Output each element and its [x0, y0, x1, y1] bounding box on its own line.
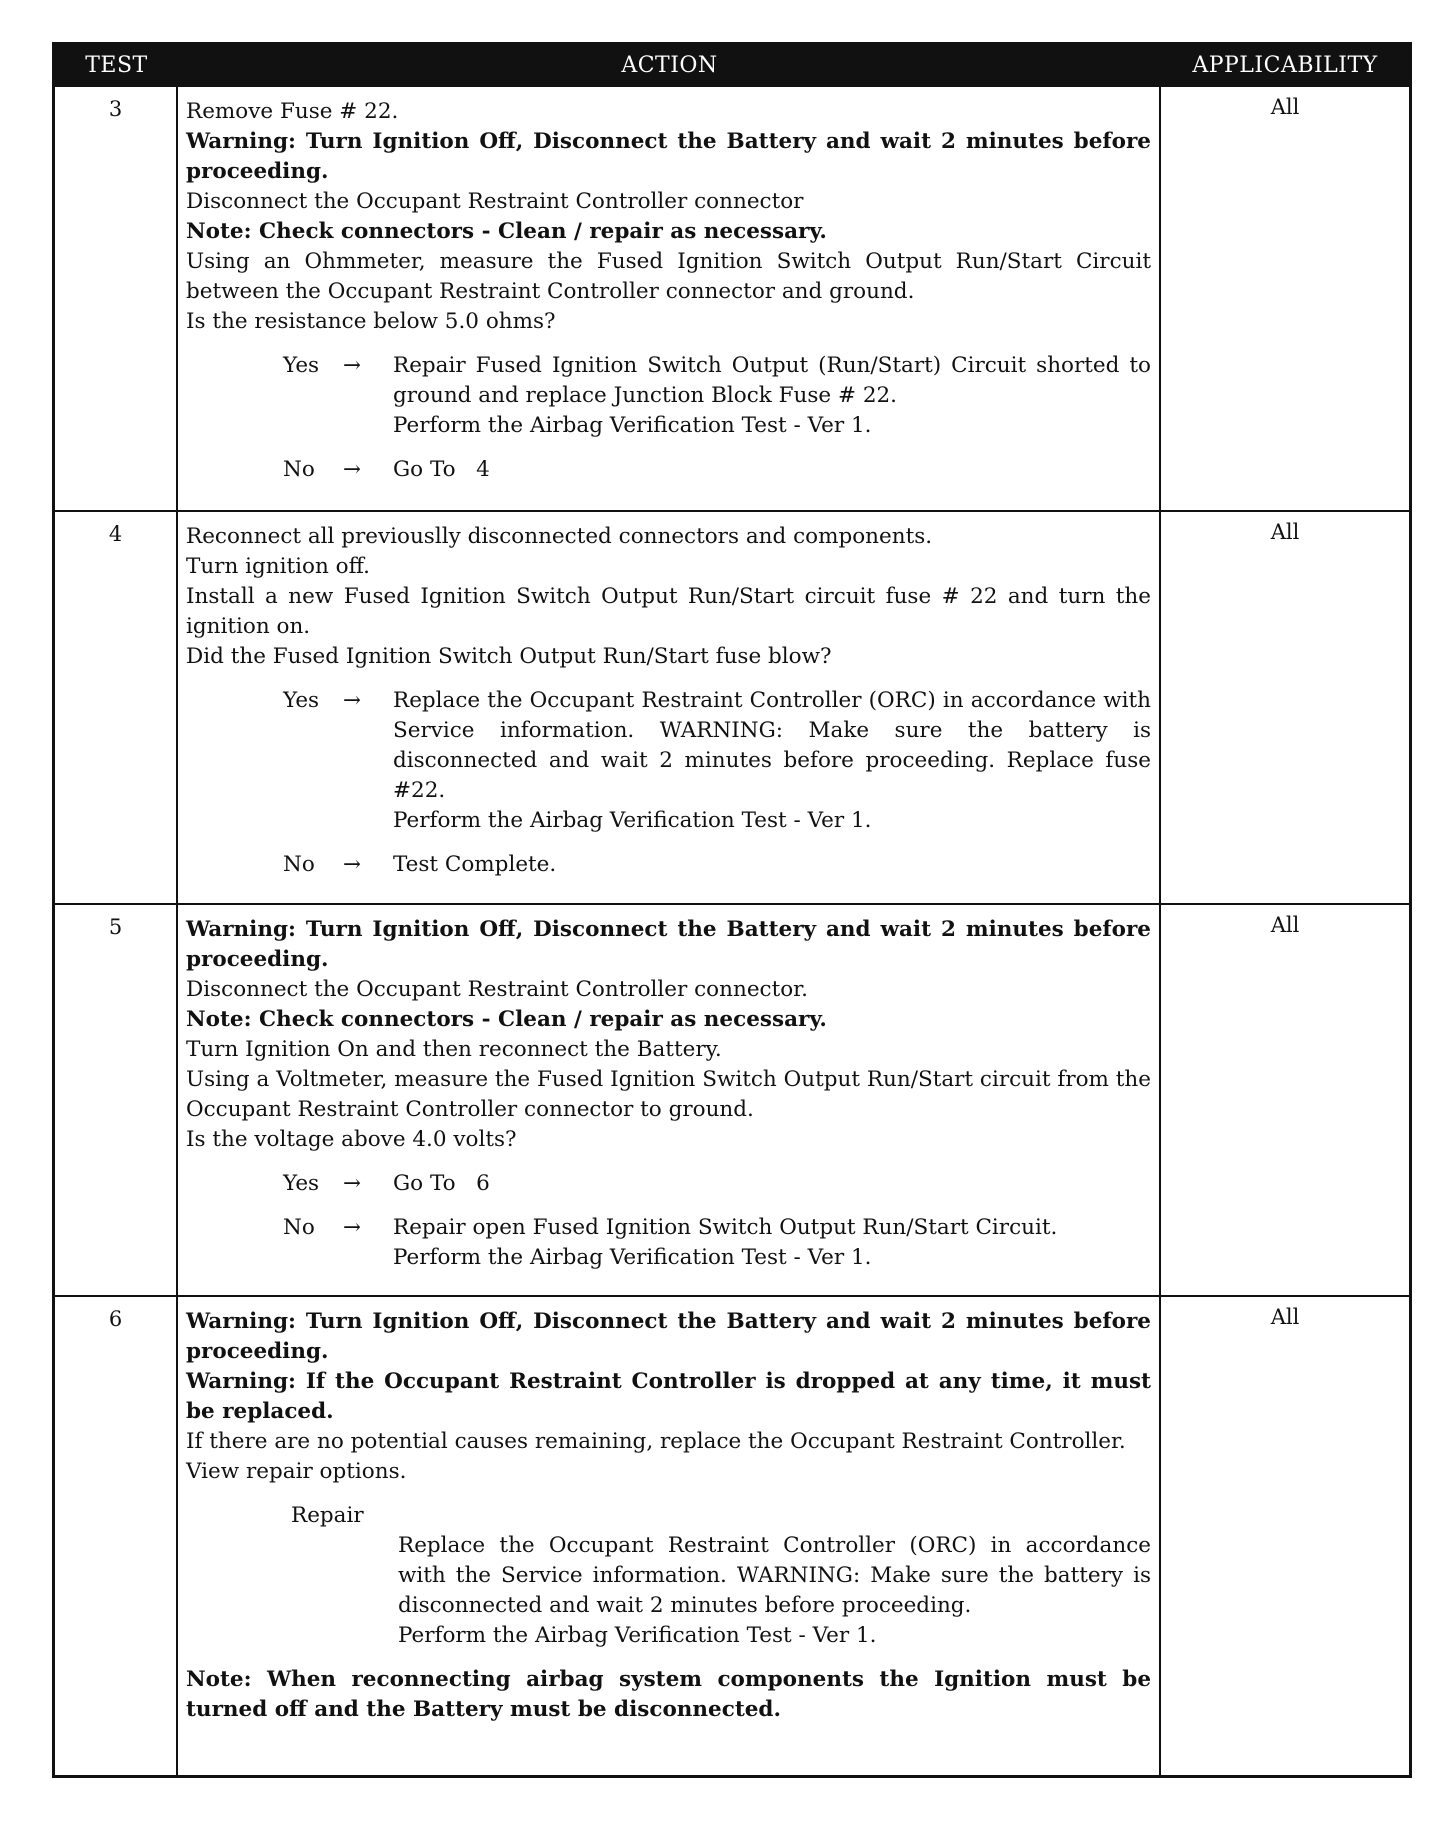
- no-option: [186, 455, 1151, 485]
- action-cell: [178, 87, 1161, 510]
- note-line: Note: Check connectors - Clean / repair as necessary.: [186, 219, 827, 244]
- yes-label: Yes: [283, 688, 320, 713]
- yes-text: [393, 686, 1151, 836]
- warning-line: Warning: Turn Ignition Off, Disconnect the Battery and wait 2 minutes before proceeding.: [186, 1309, 1151, 1364]
- no-text-line: Perform the Airbag Verification Test - Ver 1.: [393, 1245, 872, 1270]
- action-line: Install a new Fused Ignition Switch Output Run/Start circuit fuse # 22 and turn the ignition on.: [186, 584, 1151, 639]
- arrow-icon: →: [343, 457, 362, 482]
- yes-label: Yes: [283, 353, 320, 378]
- yes-text-line: Replace the Occupant Restraint Controller (ORC) in accordance with Service information. WARNING: Make sure the battery is disconnected and wait 2 minutes before proceeding. Replace fuse #22.: [393, 688, 1151, 803]
- action-line: Reconnect all previouslly disconnected connectors and components.: [186, 524, 933, 549]
- repair-label: Repair: [291, 1503, 364, 1528]
- no-option: [186, 1213, 1151, 1273]
- test-number: 6: [55, 1297, 178, 1775]
- question-line: Is the voltage above 4.0 volts?: [186, 1127, 517, 1152]
- question-line: Did the Fused Ignition Switch Output Run/Start fuse blow?: [186, 644, 832, 669]
- yes-text-line: Perform the Airbag Verification Test - Ver 1.: [393, 413, 872, 438]
- no-text: Test Complete.: [393, 852, 557, 877]
- table-row: [55, 1295, 1409, 1775]
- applicability-cell: All: [1270, 1305, 1300, 1329]
- yes-option: [186, 1169, 1151, 1199]
- yes-label: Yes: [283, 1171, 320, 1196]
- action-cell: [178, 905, 1161, 1295]
- yes-text-line: Repair Fused Ignition Switch Output (Run/Start) Circuit shorted to ground and replace Junction Block Fuse # 22.: [393, 353, 1151, 408]
- action-line: Disconnect the Occupant Restraint Controller connector.: [186, 977, 808, 1002]
- yes-text: Go To 6: [393, 1171, 490, 1196]
- arrow-icon: →: [343, 353, 362, 378]
- action-line: Remove Fuse # 22.: [186, 99, 399, 124]
- header-applicability: APPLICABILITY: [1192, 52, 1378, 78]
- test-number: 3: [55, 87, 178, 510]
- action-line: Using an Ohmmeter, measure the Fused Ignition Switch Output Run/Start Circuit between the Occupant Restraint Controller connector and ground.: [186, 249, 1151, 304]
- no-text: Go To 4: [393, 457, 490, 482]
- yes-text: [393, 351, 1151, 441]
- no-label: No: [283, 457, 315, 482]
- table-row: [55, 510, 1409, 903]
- action-line: Turn ignition off.: [186, 554, 370, 579]
- action-line: Disconnect the Occupant Restraint Controller connector: [186, 189, 804, 214]
- question-line: Is the resistance below 5.0 ohms?: [186, 309, 556, 334]
- yes-text-line: Perform the Airbag Verification Test - Ver 1.: [393, 808, 872, 833]
- arrow-icon: →: [343, 852, 362, 877]
- repair-text-line: Perform the Airbag Verification Test - Ver 1.: [398, 1623, 877, 1648]
- table-row: [55, 85, 1409, 510]
- table-row: [55, 903, 1409, 1295]
- yes-option: [186, 686, 1151, 836]
- action-line: Using a Voltmeter, measure the Fused Ignition Switch Output Run/Start circuit from the Occupant Restraint Controller connector to ground.: [186, 1067, 1151, 1122]
- table-header: [55, 45, 1409, 85]
- no-text-line: Repair open Fused Ignition Switch Output Run/Start Circuit.: [393, 1215, 1058, 1240]
- final-note: Note: When reconnecting airbag system components the Ignition must be turned off and the Battery must be disconnected.: [186, 1667, 1151, 1722]
- header-test: TEST: [85, 52, 148, 78]
- procedure-table: [52, 42, 1412, 1778]
- arrow-icon: →: [343, 688, 362, 713]
- action-line: View repair options.: [186, 1459, 407, 1484]
- arrow-icon: →: [343, 1215, 362, 1240]
- no-option: [186, 850, 1151, 880]
- yes-option: [186, 351, 1151, 441]
- applicability-cell: All: [1270, 520, 1300, 544]
- repair-text-line: Replace the Occupant Restraint Controller (ORC) in accordance with the Service information. WARNING: Make sure the battery is disconnected and wait 2 minutes before proceeding.: [398, 1533, 1151, 1618]
- action-cell: [178, 1297, 1161, 1775]
- arrow-icon: →: [343, 1171, 362, 1196]
- no-text: [393, 1213, 1151, 1273]
- warning-line: Warning: Turn Ignition Off, Disconnect the Battery and wait 2 minutes before proceeding.: [186, 129, 1151, 184]
- repair-text: [186, 1531, 1151, 1651]
- header-action: ACTION: [621, 52, 718, 78]
- action-line: Turn Ignition On and then reconnect the Battery.: [186, 1037, 722, 1062]
- warning-line: Warning: Turn Ignition Off, Disconnect the Battery and wait 2 minutes before proceeding.: [186, 917, 1151, 972]
- warning-line: Warning: If the Occupant Restraint Controller is dropped at any time, it must be replaced.: [186, 1369, 1151, 1424]
- applicability-cell: All: [1270, 913, 1300, 937]
- no-label: No: [283, 1215, 315, 1240]
- test-number: 4: [55, 512, 178, 903]
- test-number: 5: [55, 905, 178, 1295]
- no-label: No: [283, 852, 315, 877]
- action-cell: [178, 512, 1161, 903]
- action-line: If there are no potential causes remaining, replace the Occupant Restraint Controller.: [186, 1429, 1126, 1454]
- applicability-cell: All: [1270, 95, 1300, 119]
- note-line: Note: Check connectors - Clean / repair as necessary.: [186, 1007, 827, 1032]
